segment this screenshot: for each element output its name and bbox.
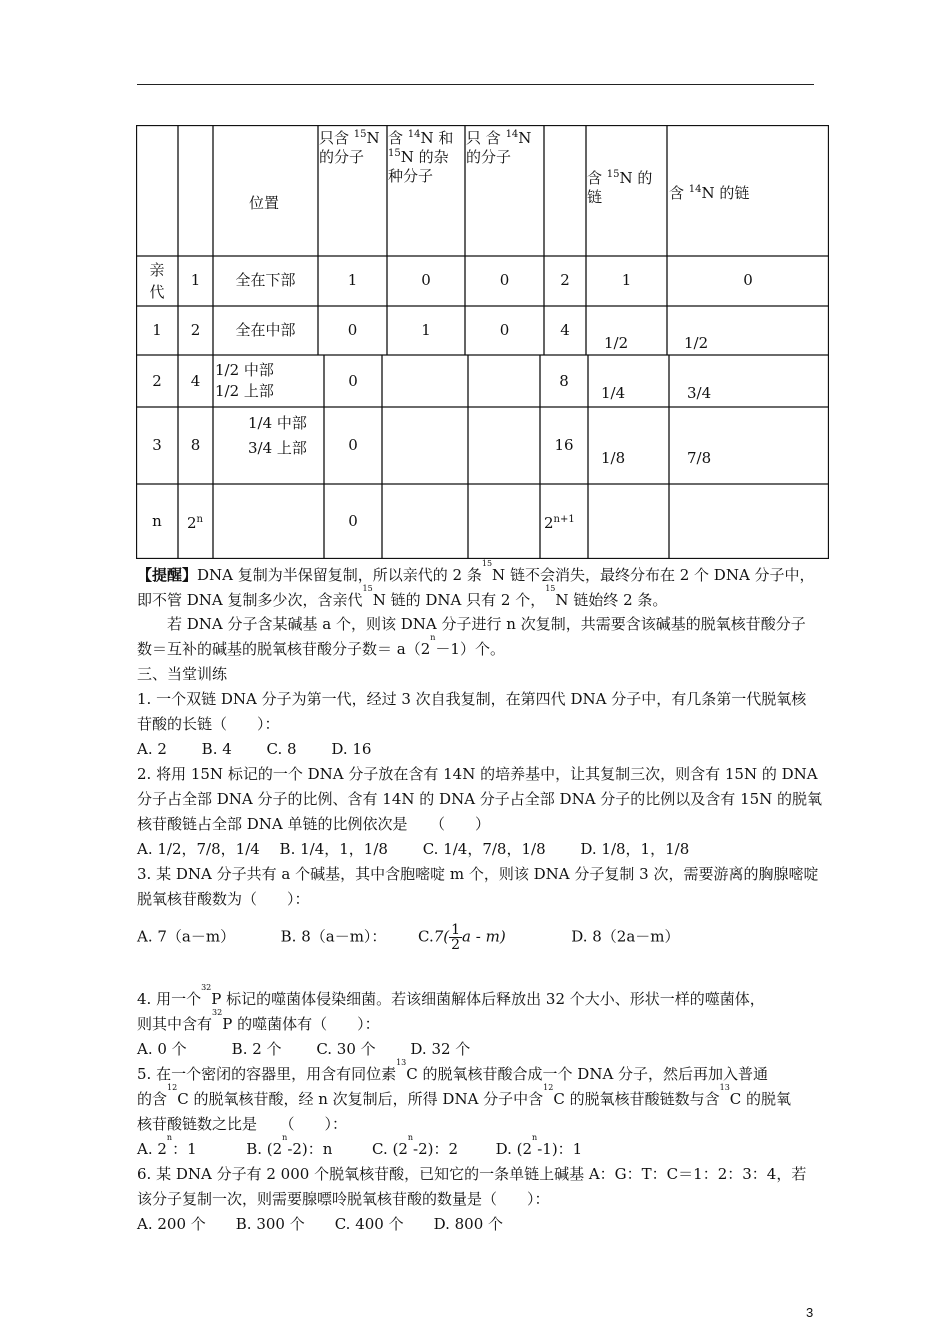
q4-line-1: 4. 用一个$^{32}$P 标记的噬菌体侵染细菌。若该细菌解体后释放出 32 个大小、形状一样的噬菌体， [137, 983, 765, 1008]
row-parent-gen: 亲代 [149, 261, 165, 301]
row-2-count: 4 [190, 372, 201, 390]
row-1-only15: 0 [347, 321, 358, 339]
row-parent-only14: 0 [499, 271, 510, 289]
row-1-count: 2 [190, 321, 201, 339]
tip-line-1: 【提醒】DNA 复制为半保留复制，所以亲代的 2 条$^{15}$N 链不会消失，最终分布在 2 个 DNA 分子中， [137, 559, 815, 584]
tip-line-4: 数＝互补的碱基的脱氧核苷酸分子数＝ $a(2^n-1)$个。 [137, 633, 505, 658]
header-position: 位置 [249, 194, 280, 212]
row-2-chains: 8 [559, 372, 569, 390]
row-1-hybrid: 1 [421, 321, 431, 339]
replication-table [136, 125, 829, 559]
q3-line-2: 脱氧核苷酸数为（ ）： [137, 890, 310, 908]
row-1-gen: 1 [152, 321, 162, 339]
row-3-only15: 0 [348, 436, 358, 454]
q3-line-1: 3. 某 DNA 分子共有 a 个碱基，其中含胞嘧啶 m 个，则该 DNA 分子复制 3 次，需要游离的胸腺嘧啶 [137, 865, 819, 883]
q2-options: A. 1/2，7/8，1/4 B. 1/4，1，1/8 C. 1/4，7/8，1/8 D. 1/8，1，1/8 [137, 840, 690, 858]
q5-line-3: 核苷酸链数之比是 （ ）： [137, 1115, 348, 1133]
row-3-count: 8 [190, 436, 201, 454]
row-1-pos: 全在中部 [235, 321, 296, 339]
row-parent-chain15: 1 [621, 271, 632, 289]
row-1-chains: 4 [560, 321, 570, 339]
row-parent-count: 1 [190, 271, 201, 289]
q6-options: A. 200 个 B. 300 个 C. 400 个 D. 800 个 [137, 1215, 504, 1233]
row-1-chain15: 1/2 [604, 334, 629, 352]
row-3-gen: 3 [152, 436, 162, 454]
row-parent-chain14: 0 [743, 271, 753, 289]
header-rule [137, 84, 814, 85]
q2-line-1: 2. 将用 15N 标记的一个 DNA 分子放在含有 14N 的培养基中，让其复制三次，则含有 15N 的 DNA [137, 765, 818, 783]
q4-line-2: 则其中含有$^{32}$P 的噬菌体有（ ）： [137, 1008, 380, 1033]
header-hybrid: 含 $^{14}$N 和 $^{15}$N 的杂 种分子 [388, 129, 454, 185]
row-parent-pos: 全在下部 [235, 271, 296, 289]
q5-options: A. 2$^n$：1 B. (2$^n$-2)：n C. (2$^n$-2)：2 D. (2$^n$-1)：1 [137, 1133, 583, 1158]
q2-line-3: 核苷酸链占全部 DNA 单链的比例依次是 （ ） [137, 815, 491, 833]
row-3-chain15: 1/8 [601, 449, 626, 467]
header-15n-chain: 含 $^{15}$N 的 链 [587, 169, 653, 206]
row-parent-only15: 1 [347, 271, 358, 289]
q4-options: A. 0 个 B. 2 个 C. 30 个 D. 32 个 [137, 1040, 471, 1058]
row-3-pos: 1/4 中部 3/4 上部 [248, 414, 307, 457]
row-3-chains: 16 [554, 436, 574, 454]
row-1-chain14: 1/2 [684, 334, 709, 352]
q3-options: A. 7（a－m） B. 8（a－m）： C.7( $\frac{1}{2}$ a - m) D. 8（2a－m） [137, 922, 680, 953]
row-n-chains: $2^{n+1}$ [544, 514, 575, 532]
row-2-gen: 2 [152, 372, 162, 390]
row-n-count: 2$^n$ [187, 514, 203, 532]
q1-line-2: 苷酸的长链（ ）： [137, 715, 280, 733]
tip-line-3: 若 DNA 分子含某碱基 a 个，则该 DNA 分子进行 n 次复制，共需要含该碱基的脱氧核苷酸分子 [167, 615, 806, 633]
row-2-chain14: 3/4 [687, 384, 712, 402]
page-number: 3 [806, 1305, 814, 1320]
row-2-pos: 1/2 中部 1/2 上部 [215, 361, 274, 400]
row-n-only15: 0 [348, 512, 358, 530]
q5-line-2: 的含$^{12}$C 的脱氧核苷酸，经 n 次复制后，所得 DNA 分子中含$^{12}$C 的脱氧核苷酸链数与含$^{13}$C 的脱氧 [137, 1083, 792, 1108]
fraction-one-half: $\frac{1}{2}$ [451, 922, 461, 953]
row-n-gen: n [152, 512, 162, 530]
row-2-only15: 0 [348, 372, 358, 390]
row-parent-hybrid: 0 [421, 271, 431, 289]
q2-line-2: 分子占全部 DNA 分子的比例、含有 14N 的 DNA 分子占全部 DNA 分子的比例以及含有 15N 的脱氧 [137, 790, 823, 808]
header-only-14n: 只 含 $^{14}$N 的分子 [466, 129, 532, 166]
header-14n-chain: 含 $^{14}$N 的链 [669, 184, 750, 202]
q1-line-1: 1. 一个双链 DNA 分子为第一代，经过 3 次自我复制，在第四代 DNA 分子中，有几条第一代脱氧核 [137, 690, 807, 708]
section-title: 三、当堂训练 [137, 665, 228, 683]
q1-options: A. 2 B. 4 C. 8 D. 16 [137, 740, 372, 758]
row-3-chain14: 7/8 [687, 449, 712, 467]
row-2-chain15: 1/4 [601, 384, 626, 402]
tip-line-2: 即不管 DNA 复制多少次，含亲代$^{15}$N 链的 DNA 只有 2 个，$^{15}$N 链始终 2 条。 [137, 584, 668, 609]
row-1-only14: 0 [499, 321, 510, 339]
q5-line-1: 5. 在一个密闭的容器里，用含有同位素$^{13}$C 的脱氧核苷酸合成一个 DNA 分子，然后再加入普通 [137, 1058, 769, 1083]
row-parent-chains: 2 [560, 271, 570, 289]
q6-line-1: 6. 某 DNA 分子有 2 000 个脱氧核苷酸，已知它的一条单链上碱基 A：G：T：C＝1：2：3：4，若 [137, 1165, 807, 1183]
header-only-15n: 只含 $^{15}$N 的分子 [319, 129, 380, 166]
q6-line-2: 该分子复制一次，则需要腺嘌呤脱氧核苷酸的数量是（ ）： [137, 1190, 550, 1208]
